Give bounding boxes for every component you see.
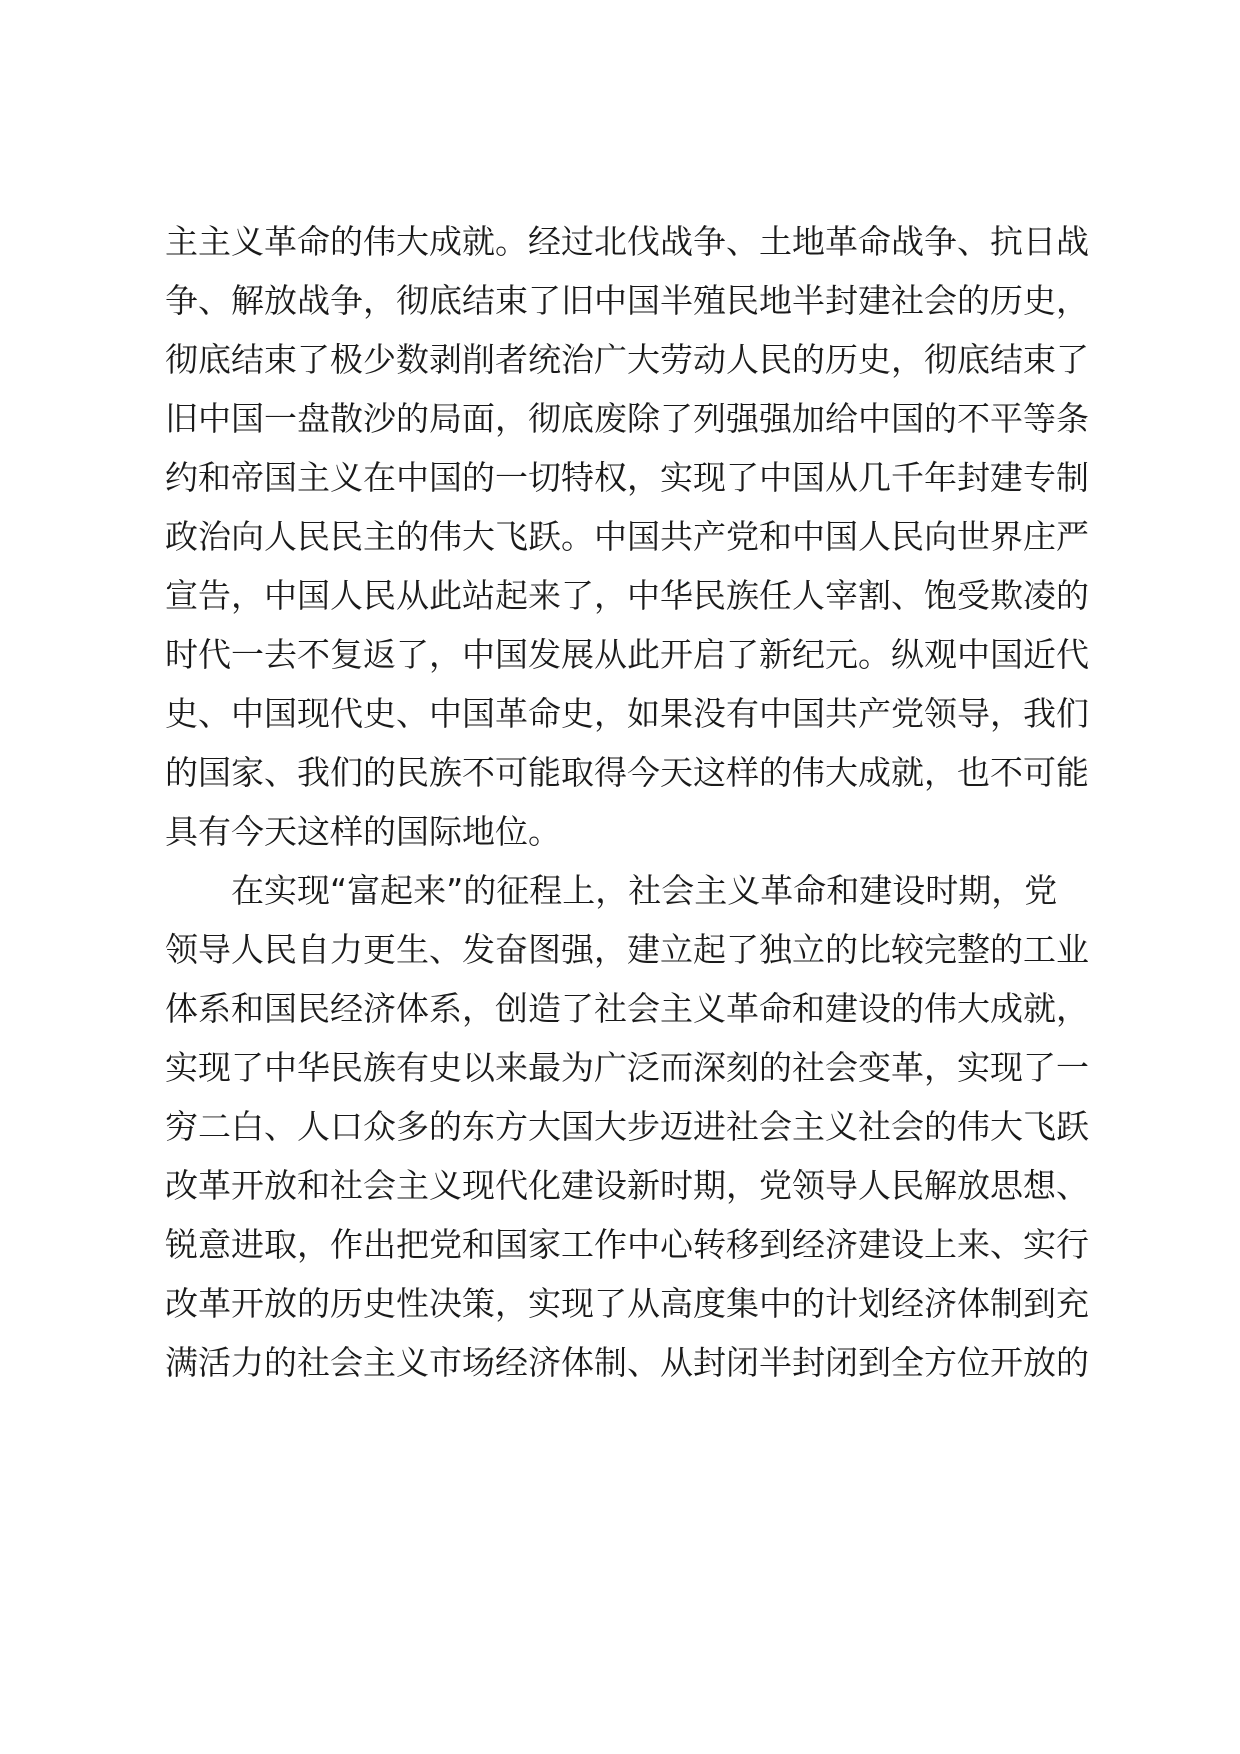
text-line: 主主义革命的伟大成就。经过北伐战争、土地革命战争、抗日战: [165, 222, 1089, 261]
text-line: 约和帝国主义在中国的一切特权，实现了中国从几千年封建专制: [165, 458, 1089, 497]
text-line: 彻底结束了极少数剥削者统治广大劳动人民的历史，彻底结束了: [165, 340, 1089, 379]
text-line: 具有今天这样的国际地位。: [165, 812, 561, 851]
text-line: 政治向人民民主的伟大飞跃。中国共产党和中国人民向世界庄严: [165, 517, 1089, 556]
text-line: 改革开放的历史性决策，实现了从高度集中的计划经济体制到充: [165, 1284, 1089, 1323]
text-line: 宣告，中国人民从此站起来了，中华民族任人宰割、饱受欺凌的: [165, 576, 1089, 615]
text-line: 体系和国民经济体系，创造了社会主义革命和建设的伟大成就，: [165, 989, 1089, 1028]
text-line: 改革开放和社会主义现代化建设新时期，党领导人民解放思想、: [165, 1166, 1089, 1205]
text-line: 锐意进取，作出把党和国家工作中心转移到经济建设上来、实行: [165, 1225, 1089, 1264]
text-line: 穷二白、人口众多的东方大国大步迈进社会主义社会的伟大飞跃: [165, 1107, 1089, 1146]
text-line: 满活力的社会主义市场经济体制、从封闭半封闭到全方位开放的: [165, 1343, 1089, 1382]
text-line: 争、解放战争，彻底结束了旧中国半殖民地半封建社会的历史，: [165, 281, 1089, 320]
paragraph-first-line: 在实现“富起来”的征程上，社会主义革命和建设时期，党: [231, 871, 1058, 910]
text-line: 旧中国一盘散沙的局面，彻底废除了列强强加给中国的不平等条: [165, 399, 1089, 438]
text-line: 实现了中华民族有史以来最为广泛而深刻的社会变革，实现了一: [165, 1048, 1089, 1087]
text-line: 史、中国现代史、中国革命史，如果没有中国共产党领导，我们: [165, 694, 1089, 733]
text-line: 的国家、我们的民族不可能取得今天这样的伟大成就，也不可能: [165, 753, 1089, 792]
text-line: 领导人民自力更生、发奋图强，建立起了独立的比较完整的工业: [165, 930, 1089, 969]
text-line: 时代一去不复返了，中国发展从此开启了新纪元。纵观中国近代: [165, 635, 1089, 674]
